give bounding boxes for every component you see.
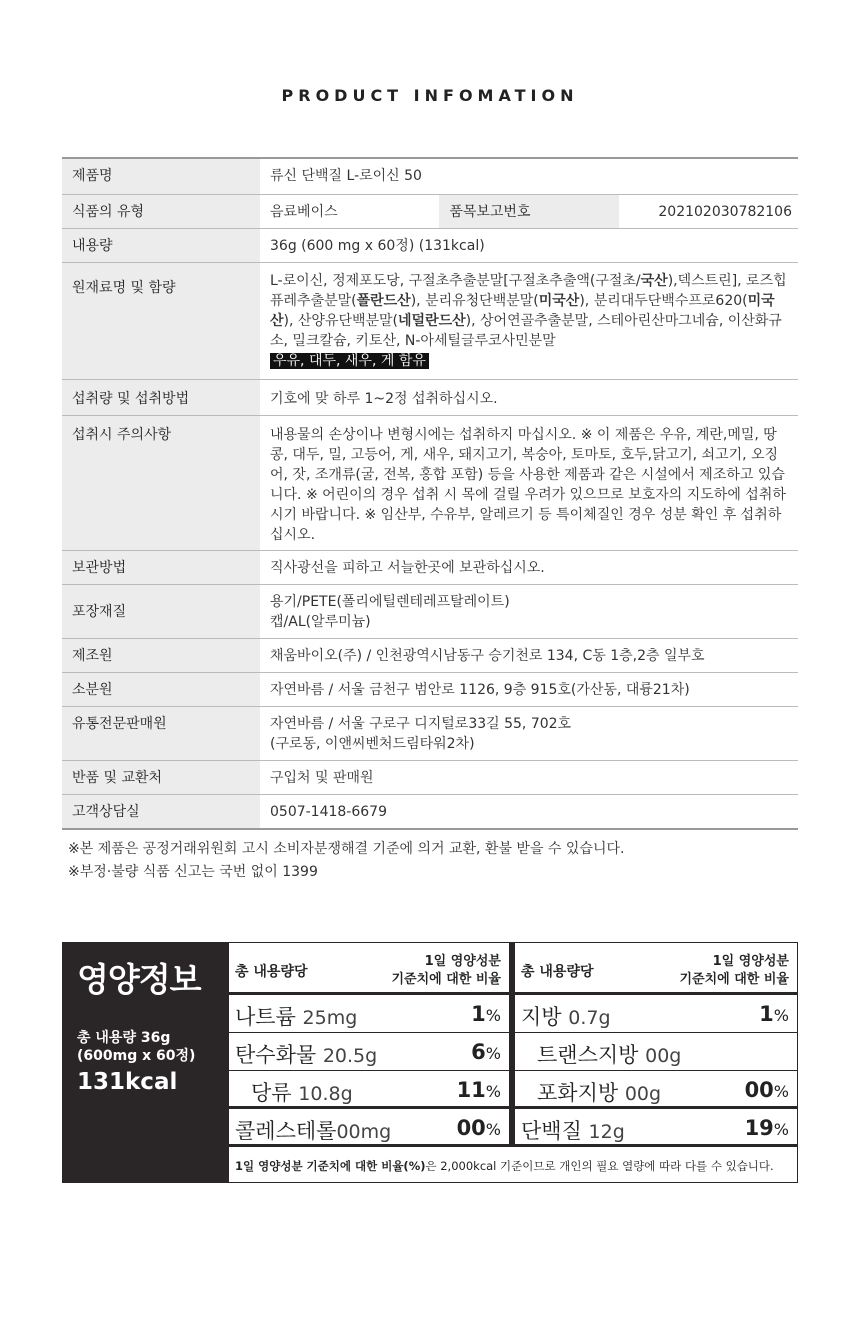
nutrient-row: 나트륨 25mg 1%: [229, 995, 509, 1033]
seller-value: 자연바름 / 서울 금천구 범안로 1126, 9층 915호(가산동, 대륭21차): [260, 672, 798, 706]
nutrient-row: 당류 10.8g 11%: [229, 1071, 509, 1109]
intake-value: 기호에 맞 하루 1~2정 섭취하십시오.: [260, 379, 798, 415]
note-refund: ※본 제품은 공정거래위원회 고시 소비자분쟁해결 기준에 의거 교환, 환불 받을 수 있습니다.: [68, 841, 625, 857]
nutrition-column-right: [515, 943, 797, 1144]
allergy-badge: 우유, 대두, 새우, 게 함유: [270, 353, 429, 369]
total-amount: 총 내용량 36g: [77, 1030, 171, 1046]
distributor-value: 자연바름 / 서울 구로구 디지털로33길 55, 702호 (구로동, 이앤씨벤처드림타워2차): [260, 706, 798, 760]
report-number-label: 품목보고번호: [439, 194, 618, 228]
food-type-label: 식품의 유형: [62, 194, 260, 228]
maker-value: 채움바이오(주) / 인천광역시남동구 승기천로 134, C동 1층,2층 일부호: [260, 638, 798, 672]
header-daily-ratio: 1일 영양성분 기준치에 대한 비율: [679, 954, 789, 987]
product-name-label: 제품명: [62, 158, 260, 194]
nutrient-row: 지방 0.7g 1%: [515, 995, 797, 1033]
nutrition-summary: [63, 943, 229, 1182]
report-number-value: 202102030782106: [619, 194, 798, 228]
packaging-value: 용기/PETE(폴리에틸렌테레프탈레이트) 캡/AL(알루미늄): [260, 584, 798, 638]
storage-label: 보관방법: [62, 550, 260, 584]
nutrient-row: 콜레스테롤00mg 00%: [235, 1116, 501, 1143]
nutrition-footnote: 1일 영양성분 기준치에 대한 비율(%)은 2,000kcal 기준이므로 개인의 필요 열량에 따라 다를 수 있습니다.: [229, 1144, 797, 1182]
packaging-label: 포장재질: [62, 584, 260, 638]
page-title: PRODUCT INFOMATION: [281, 86, 579, 105]
maker-label: 제조원: [62, 638, 260, 672]
nutrition-panel: [62, 942, 798, 1183]
nutrition-column-left: [229, 943, 509, 1144]
food-type-value: 음료베이스: [260, 194, 439, 228]
header-daily-ratio: 1일 영양성분 기준치에 대한 비율: [391, 954, 501, 987]
nutrient-row: 탄수화물 20.5g 6%: [229, 1033, 509, 1071]
nutrient-row: 트랜스지방 00g: [515, 1033, 797, 1071]
nutrition-header: [515, 943, 797, 995]
nutrition-header: [229, 943, 509, 995]
product-name-value: 류신 단백질 L-로이신 50: [270, 168, 422, 184]
caution-label: 섭취시 주의사항: [62, 415, 260, 550]
intake-label: 섭취량 및 섭취방법: [62, 379, 260, 415]
storage-value: 직사광선을 피하고 서늘한곳에 보관하십시오.: [260, 550, 798, 584]
nutrition-table: [229, 943, 797, 1182]
total-amount-detail: (600mg x 60정): [77, 1048, 196, 1064]
caution-value: 내용물의 손상이나 변형시에는 섭취하지 마십시오. ※ 이 제품은 우유, 계란,메밀, 땅콩, 대두, 밀, 고등어, 게, 새우, 돼지고기, 복숭아, 토마토, 호두,닭고기, 쇠고기, 오징어, 잣, 조개류(굴, 전복, 홍합 포함) 등을 사용한 제품과 같은 시설에서 제조하고 있습 니다. ※ 어린이의 경우 섭취 시 목에 걸릴 우려가 있으므로 보호자의 지도하에 섭취하시기 바랍니다. ※ 임산부, 수유부, 알레르기 등 특이체질인 경우 성분 확인 후 섭취하십시오.: [260, 415, 798, 550]
product-info-table: [62, 157, 798, 830]
seller-label: 소분원: [62, 672, 260, 706]
note-report: ※부정·불량 식품 신고는 국번 없이 1399: [68, 864, 318, 880]
customer-service-label: 고객상담실: [62, 794, 260, 829]
return-value: 구입처 및 판매원: [260, 760, 798, 794]
customer-service-value: 0507-1418-6679: [260, 794, 798, 829]
ingredients-value: L-로이신, 정제포도당, 구절초추출분말[구절초추출액(구절초/국산),덱스트린], 로즈힙퓨레추출분말(폴란드산), 분리유청단백분말(미국산), 분리대두단백수프로620(미국산), 산양유단백분말(네덜란드산), 상어연골추출분말, 스테아린산마그네슘, 이산화규소, 밀크칼슘, 키토산, N-아세틸글루코사민분말 우유, 대두, 새우, 게 함유: [260, 262, 798, 379]
total-kcal: 131kcal: [77, 1069, 178, 1095]
notes: [68, 838, 624, 884]
nutrient-row: 단백질 12g 19%: [521, 1116, 789, 1143]
distributor-label: 유통전문판매원: [62, 706, 260, 760]
header-per-total: 총 내용량당: [235, 964, 308, 980]
nutrition-title: 영양정보: [77, 960, 201, 999]
volume-value: 36g (600 mg x 60정) (131kcal): [260, 228, 798, 262]
return-label: 반품 및 교환처: [62, 760, 260, 794]
ingredients-label: 원재료명 및 함량: [62, 262, 260, 379]
nutrient-row: 포화지방 00g 00%: [515, 1071, 797, 1109]
volume-label: 내용량: [62, 228, 260, 262]
header-per-total: 총 내용량당: [521, 964, 594, 980]
